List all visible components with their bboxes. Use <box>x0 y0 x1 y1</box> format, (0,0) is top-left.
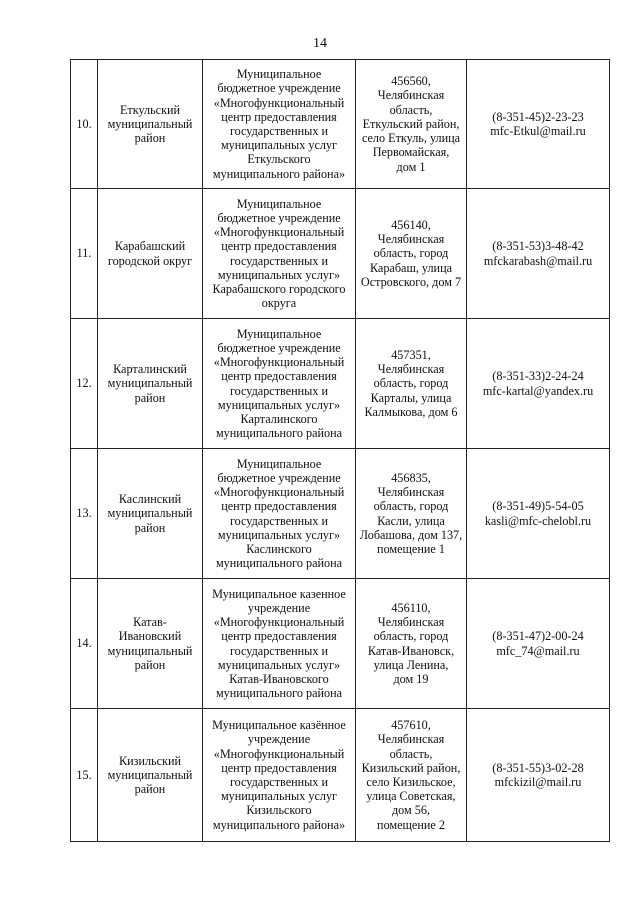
address-cell <box>356 60 467 189</box>
organization-cell <box>203 709 356 842</box>
table-row <box>71 60 610 189</box>
organization-cell <box>203 579 356 709</box>
organization-cell <box>203 449 356 579</box>
row-number: 11. <box>76 246 92 261</box>
district-cell <box>98 189 203 319</box>
district-cell <box>98 709 203 842</box>
page-number: 14 <box>313 36 327 51</box>
organization-name: Муниципальное казённое учреждение «Многофункциональный центр предоставления государственных и муниципальных услуг Кизильского муниципального района» <box>212 718 346 832</box>
contact-cell <box>467 449 610 579</box>
phone-number: (8-351-47)2-00-24 <box>492 629 584 644</box>
phone-number: (8-351-55)3-02-28 <box>492 760 584 775</box>
organization-name: Муниципальное бюджетное учреждение «Многофункциональный центр предоставления государственных и муниципальных услуг» Карабашского городского округа <box>212 196 346 311</box>
contact-cell <box>467 579 610 709</box>
table-row <box>71 709 610 842</box>
row-number: 13. <box>76 506 92 521</box>
row-number-cell <box>71 579 98 709</box>
row-number-cell <box>71 319 98 449</box>
postal-address: 457610, Челябинская область, Кизильский район, село Кизильское, улица Советская, дом 56, помещение 2 <box>361 718 461 832</box>
organization-name: Муниципальное бюджетное учреждение «Многофункциональный центр предоставления государственных и муниципальных услуг Еткульского муниципального района» <box>212 67 346 181</box>
row-number-cell <box>71 60 98 189</box>
postal-address: 456560, Челябинская область, Еткульский район, село Еткуль, улица Первомайская, дом 1 <box>361 74 461 174</box>
row-number-cell <box>71 709 98 842</box>
email-address: mfc-kartal@yandex.ru <box>482 383 594 398</box>
row-number: 15. <box>76 767 92 782</box>
address-cell <box>356 709 467 842</box>
postal-address: 456835, Челябинская область, город Касли, улица Лобашова, дом 137, помещение 1 <box>359 470 463 556</box>
row-number: 14. <box>76 636 92 651</box>
email-address: mfc-Etkul@mail.ru <box>490 124 586 138</box>
organization-name: Муниципальное бюджетное учреждение «Многофункциональный центр предоставления государственных и муниципальных услуг» Карталинского муниципального района <box>213 326 345 441</box>
postal-address: 456140, Челябинская область, город Карабаш, улица Островского, дом 7 <box>360 217 462 289</box>
table-row <box>71 579 610 709</box>
mfc-registry-table <box>70 59 610 842</box>
address-cell <box>356 449 467 579</box>
organization-cell <box>203 319 356 449</box>
row-number: 10. <box>76 116 92 131</box>
email-address: mfc_74@mail.ru <box>496 643 580 658</box>
organization-name: Муниципальное казенное учреждение «Многофункциональный центр предоставления государственных и муниципальных услуг» Катав-Ивановского муниципального района <box>212 586 346 701</box>
table-row <box>71 319 610 449</box>
postal-address: 456110, Челябинская область, город Катав-Ивановск, улица Ленина, дом 19 <box>367 600 455 686</box>
contact-cell <box>467 60 610 189</box>
district-name: Карабашский городской округ <box>107 239 193 268</box>
row-number-cell <box>71 189 98 319</box>
phone-number: (8-351-53)3-48-42 <box>492 239 584 254</box>
postal-address: 457351, Челябинская область, город Карталы, улица Калмыкова, дом 6 <box>364 347 458 419</box>
email-address: mfckizil@mail.ru <box>494 775 582 789</box>
contact-cell <box>467 709 610 842</box>
email-address: mfckarabash@mail.ru <box>483 253 593 268</box>
table-row <box>71 449 610 579</box>
email-address: kasli@mfc-chelobl.ru <box>484 513 592 528</box>
phone-number: (8-351-45)2-23-23 <box>492 109 584 124</box>
organization-cell <box>203 189 356 319</box>
row-number-cell <box>71 449 98 579</box>
district-cell <box>98 449 203 579</box>
phone-number: (8-351-33)2-24-24 <box>492 369 584 384</box>
district-name: Карталинский муниципальный район <box>107 362 193 405</box>
district-cell <box>98 319 203 449</box>
contact-cell <box>467 319 610 449</box>
district-cell <box>98 579 203 709</box>
row-number: 12. <box>76 376 92 391</box>
organization-cell <box>203 60 356 189</box>
phone-number: (8-351-49)5-54-05 <box>492 499 584 514</box>
address-cell <box>356 319 467 449</box>
contact-cell <box>467 189 610 319</box>
address-cell <box>356 189 467 319</box>
table-row <box>71 189 610 319</box>
district-name: Катав- Ивановский муниципальный район <box>107 615 193 672</box>
district-name: Каслинский муниципальный район <box>107 492 193 535</box>
organization-name: Муниципальное бюджетное учреждение «Многофункциональный центр предоставления государственных и муниципальных услуг» Каслинского муниципального района <box>213 456 345 571</box>
district-name: Еткульский муниципальный район <box>107 102 193 146</box>
district-name: Кизильский муниципальный район <box>107 753 193 797</box>
address-cell <box>356 579 467 709</box>
district-cell <box>98 60 203 189</box>
